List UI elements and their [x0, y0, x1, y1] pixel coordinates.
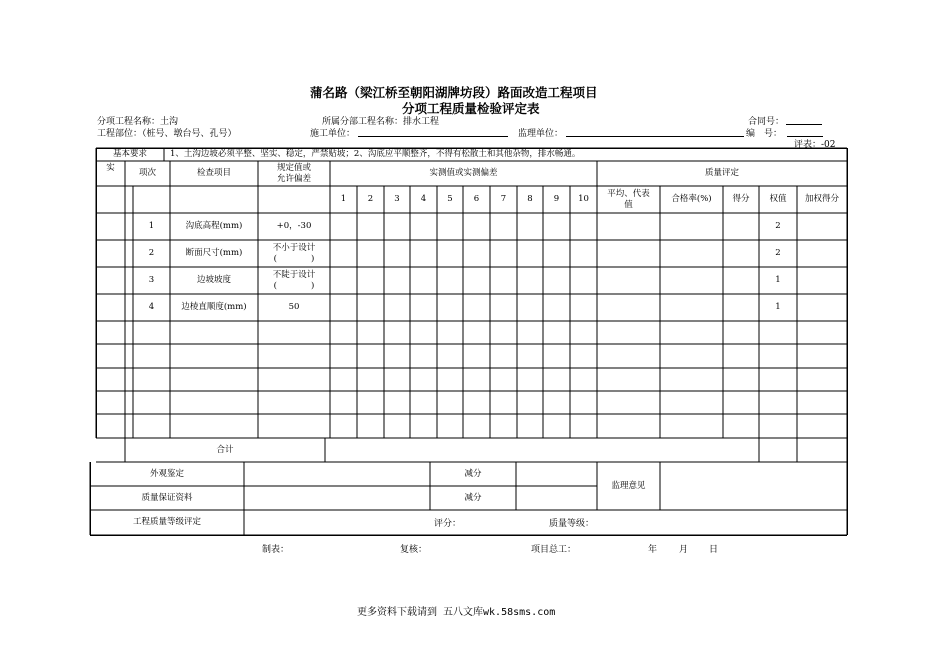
- row-item: 沟底高程(mm): [185, 221, 243, 231]
- col-shi: 实: [106, 162, 115, 173]
- supervisor-opinion-label: 监理意见: [611, 480, 646, 491]
- row-weight: 2: [775, 248, 781, 258]
- row-weight: 2: [775, 221, 781, 231]
- col-avg: [597, 186, 660, 213]
- deduct-label-2: 减分: [464, 492, 482, 503]
- reviewed-label: 复核：: [400, 545, 428, 555]
- measure-no: 10: [578, 194, 589, 204]
- row-spec: [258, 267, 330, 294]
- row-spec-line1: +0，-30: [276, 221, 312, 231]
- form-no: 评表：-02: [794, 140, 836, 150]
- measure-no: 3: [394, 194, 400, 204]
- col-avg-line2: 值: [624, 199, 633, 210]
- col-spec: [258, 161, 330, 186]
- total-label: 合计: [216, 444, 234, 455]
- measure-no: 9: [553, 194, 560, 204]
- row-spec-line2: ( ): [273, 280, 315, 291]
- measure-no: 2: [367, 194, 374, 204]
- basic-req-text: 1、土沟边坡必须平整、坚实、稳定，严禁贴坡；2、沟底应平顺整齐，不得有松散土和其他杂物，排水畅通。: [170, 149, 581, 159]
- col-score: 得分: [732, 194, 750, 204]
- row-item: 边坡坡度: [196, 275, 231, 285]
- title-line1: 蒲名路（梁江桥至朝阳湖牌坊段）路面改造工程项目: [310, 85, 598, 100]
- contractor-label: 施工单位：: [310, 129, 356, 139]
- col-measured: 实测值或实测偏差: [429, 168, 498, 178]
- chief-label: 项目总工：: [531, 545, 577, 555]
- col-spec-line1: 规定值或: [276, 162, 311, 173]
- location-label: 工程部位：（桩号、墩台号、孔号）: [97, 129, 237, 139]
- year-label: 年: [648, 545, 658, 555]
- row-weight: 1: [775, 275, 781, 285]
- row-no: 3: [148, 275, 155, 285]
- row-spec-line1: 不小于设计: [272, 242, 316, 253]
- row-weight: 1: [775, 302, 781, 312]
- measure-no: 4: [420, 194, 427, 204]
- grade-level-label: 质量等级：: [549, 519, 595, 529]
- row-no: 1: [148, 221, 155, 231]
- deduct-label-1: 减分: [464, 468, 482, 479]
- row-spec: [258, 294, 330, 321]
- row-no: 4: [148, 302, 155, 312]
- row-item: 断面尺寸(mm): [185, 248, 243, 258]
- measure-no: 7: [500, 194, 507, 204]
- serial-no-label: 编 号：: [746, 129, 783, 139]
- row-spec-line2: ( ): [273, 253, 315, 264]
- measure-no: 5: [447, 194, 453, 204]
- row-spec-line1: 50: [288, 302, 300, 312]
- grade-label: 工程质量等级评定: [132, 517, 201, 527]
- footer-download-link[interactable]: 更多资料下载请到 五八文库wk.58sms.com: [357, 607, 556, 618]
- parent-project: 所属分部工程名称：排水工程: [322, 117, 440, 127]
- appearance-label: 外观鉴定: [149, 468, 184, 479]
- row-spec: [258, 213, 330, 240]
- contract-no-label: 合同号：: [748, 117, 785, 127]
- month-label: 月: [679, 545, 689, 555]
- quality-docs-label: 质量保证资料: [141, 492, 193, 503]
- col-spec-line2: 允许偏差: [276, 173, 311, 184]
- col-check-item: 检查项目: [196, 168, 231, 178]
- col-weighted: 加权得分: [804, 194, 839, 204]
- col-pass-rate: 合格率(%): [671, 194, 712, 204]
- measure-no: 1: [340, 194, 347, 204]
- col-avg-line1: 平均、代表: [607, 188, 650, 199]
- col-quality: 质量评定: [704, 168, 739, 178]
- supervisor-unit-label: 监理单位：: [518, 129, 564, 139]
- basic-req-label: 基本要求: [112, 149, 147, 159]
- col-item-no: 项次: [138, 168, 156, 178]
- row-item: 边棱直顺度(mm): [181, 302, 247, 312]
- title-line2: 分项工程质量检验评定表: [402, 101, 540, 116]
- measure-no: 6: [473, 194, 480, 204]
- measure-no: 8: [527, 194, 533, 204]
- subproject-name: 分项工程名称：土沟: [97, 117, 179, 127]
- row-spec-line1: 不陡于设计: [272, 269, 316, 280]
- day-label: 日: [709, 545, 719, 555]
- score-label: 评分：: [434, 519, 462, 529]
- row-spec: [258, 240, 330, 267]
- prepared-label: 制表：: [262, 545, 290, 555]
- row-no: 2: [148, 248, 155, 258]
- col-weight: 权值: [769, 194, 787, 204]
